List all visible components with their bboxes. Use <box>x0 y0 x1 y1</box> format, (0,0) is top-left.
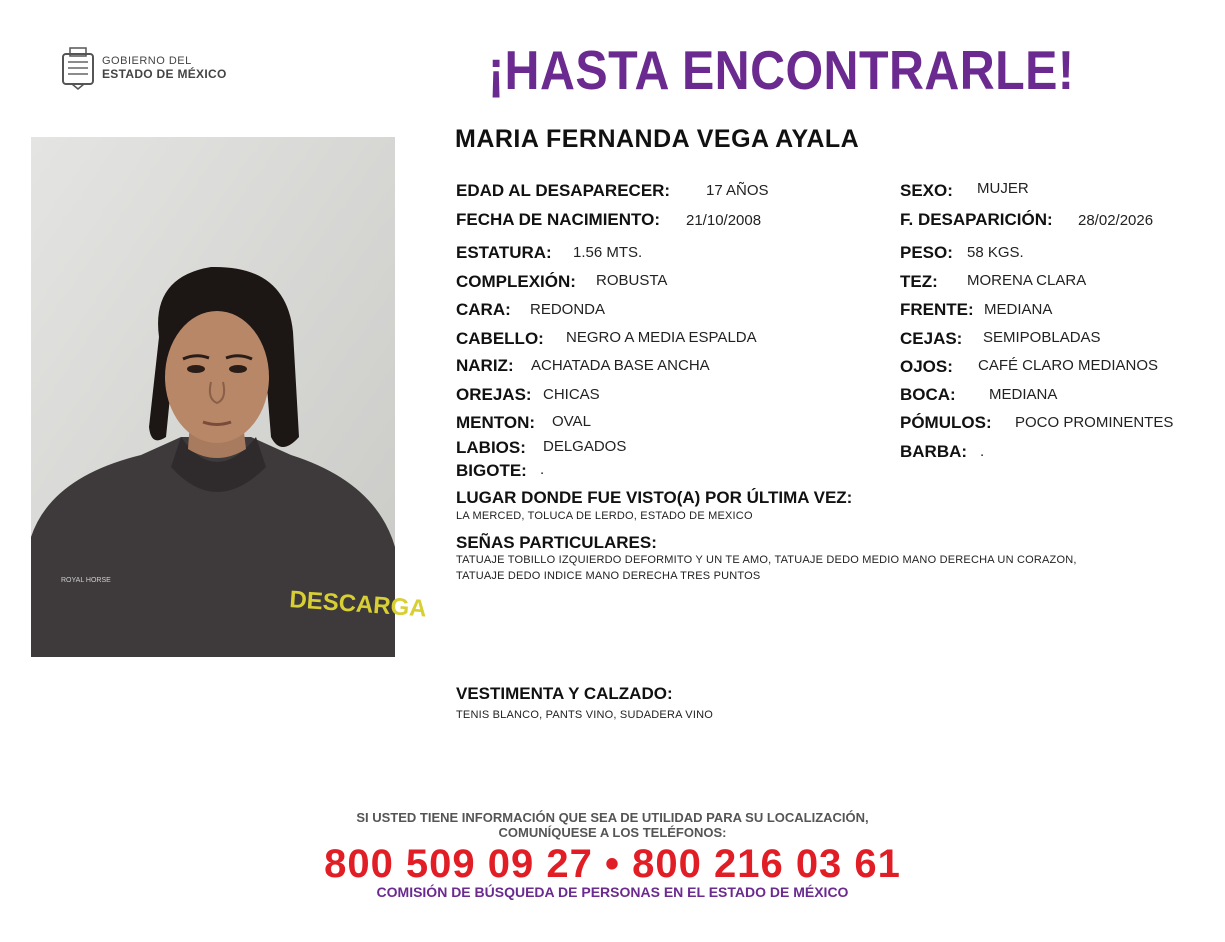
marks-heading: SEÑAS PARTICULARES: <box>456 533 657 552</box>
value-age: 17 AÑOS <box>706 182 769 199</box>
coat-of-arms-icon <box>60 46 96 90</box>
value-birth-date: 21/10/2008 <box>686 212 762 229</box>
marks-line-2: TATUAJE DEDO INDICE MANO DERECHA TRES PUNTOS <box>456 570 761 582</box>
clothing-text: TENIS BLANCO, PANTS VINO, SUDADERA VINO <box>456 709 713 721</box>
label-cheekbones: PÓMULOS: <box>900 413 992 432</box>
value-lips: DELGADOS <box>543 438 627 455</box>
label-beard: BARBA: <box>900 442 968 461</box>
value-forehead: MEDIANA <box>984 301 1053 318</box>
label-nose: NARIZ: <box>456 356 514 375</box>
marks-line-1: TATUAJE TOBILLO IZQUIERDO DEFORMITO Y UN TE AMO, TATUAJE DEDO MEDIO MANO DERECHA UN CORAZON, <box>456 554 1077 566</box>
label-birth-date: FECHA DE NACIMIENTO: <box>456 210 660 229</box>
commission-name: COMISIÓN DE BÚSQUEDA DE PERSONAS EN EL ESTADO DE MÉXICO <box>376 884 849 900</box>
label-hair: CABELLO: <box>456 329 544 348</box>
label-weight: PESO: <box>900 243 953 262</box>
hoodie-print: DESCARGA <box>288 586 428 623</box>
government-logo <box>60 46 227 90</box>
hoodie-print-small: ROYAL HORSE <box>61 577 111 584</box>
label-lips: LABIOS: <box>456 438 526 457</box>
last-seen-text: LA MERCED, TOLUCA DE LERDO, ESTADO DE MEXICO <box>456 510 753 522</box>
label-eyes: OJOS: <box>900 357 953 376</box>
value-build: ROBUSTA <box>596 272 668 289</box>
label-complexion: TEZ: <box>900 272 938 291</box>
value-sex: MUJER <box>977 180 1029 197</box>
logo-line-2: ESTADO DE MÉXICO <box>102 67 227 81</box>
phone-numbers: 800 509 09 27 • 800 216 03 61 <box>324 842 901 886</box>
value-mustache: . <box>540 461 545 478</box>
value-ears: CHICAS <box>543 386 600 403</box>
value-disappearance-date: 28/02/2026 <box>1078 212 1154 229</box>
label-face: CARA: <box>456 300 511 319</box>
logo-line-1: GOBIERNO DEL <box>102 55 192 67</box>
label-mustache: BIGOTE: <box>456 461 527 480</box>
label-chin: MENTON: <box>456 413 536 432</box>
value-face: REDONDA <box>530 301 606 318</box>
headline: ¡HASTA ENCONTRARLE! <box>488 39 1075 101</box>
value-hair: NEGRO A MEDIA ESPALDA <box>566 329 757 346</box>
label-mouth: BOCA: <box>900 385 956 404</box>
last-seen-heading: LUGAR DONDE FUE VISTO(A) POR ÚLTIMA VEZ: <box>456 488 853 507</box>
clothing-heading: VESTIMENTA Y CALZADO: <box>456 684 673 703</box>
label-age: EDAD AL DESAPARECER: <box>456 181 671 200</box>
value-chin: OVAL <box>552 413 591 430</box>
value-mouth: MEDIANA <box>989 386 1058 403</box>
value-height: 1.56 MTS. <box>573 244 643 261</box>
info-line-2: COMUNÍQUESE A LOS TELÉFONOS: <box>498 825 727 840</box>
info-line-1: SI USTED TIENE INFORMACIÓN QUE SEA DE UTILIDAD PARA SU LOCALIZACIÓN, <box>356 810 869 825</box>
label-ears: OREJAS: <box>456 385 532 404</box>
value-cheekbones: POCO PROMINENTES <box>1015 414 1174 431</box>
label-eyebrows: CEJAS: <box>900 329 963 348</box>
value-eyes: CAFÉ CLARO MEDIANOS <box>978 357 1159 374</box>
label-disappearance-date: F. DESAPARICIÓN: <box>900 210 1053 229</box>
person-photo <box>31 137 428 657</box>
value-complexion: MORENA CLARA <box>967 272 1087 289</box>
value-nose: ACHATADA BASE ANCHA <box>531 357 710 374</box>
label-sex: SEXO: <box>900 181 953 200</box>
label-build: COMPLEXIÓN: <box>456 272 576 291</box>
person-name: MARIA FERNANDA VEGA AYALA <box>455 125 860 153</box>
label-height: ESTATURA: <box>456 243 552 262</box>
label-forehead: FRENTE: <box>900 300 974 319</box>
value-weight: 58 KGS. <box>967 244 1024 261</box>
value-beard: . <box>980 443 985 460</box>
value-eyebrows: SEMIPOBLADAS <box>983 329 1101 346</box>
